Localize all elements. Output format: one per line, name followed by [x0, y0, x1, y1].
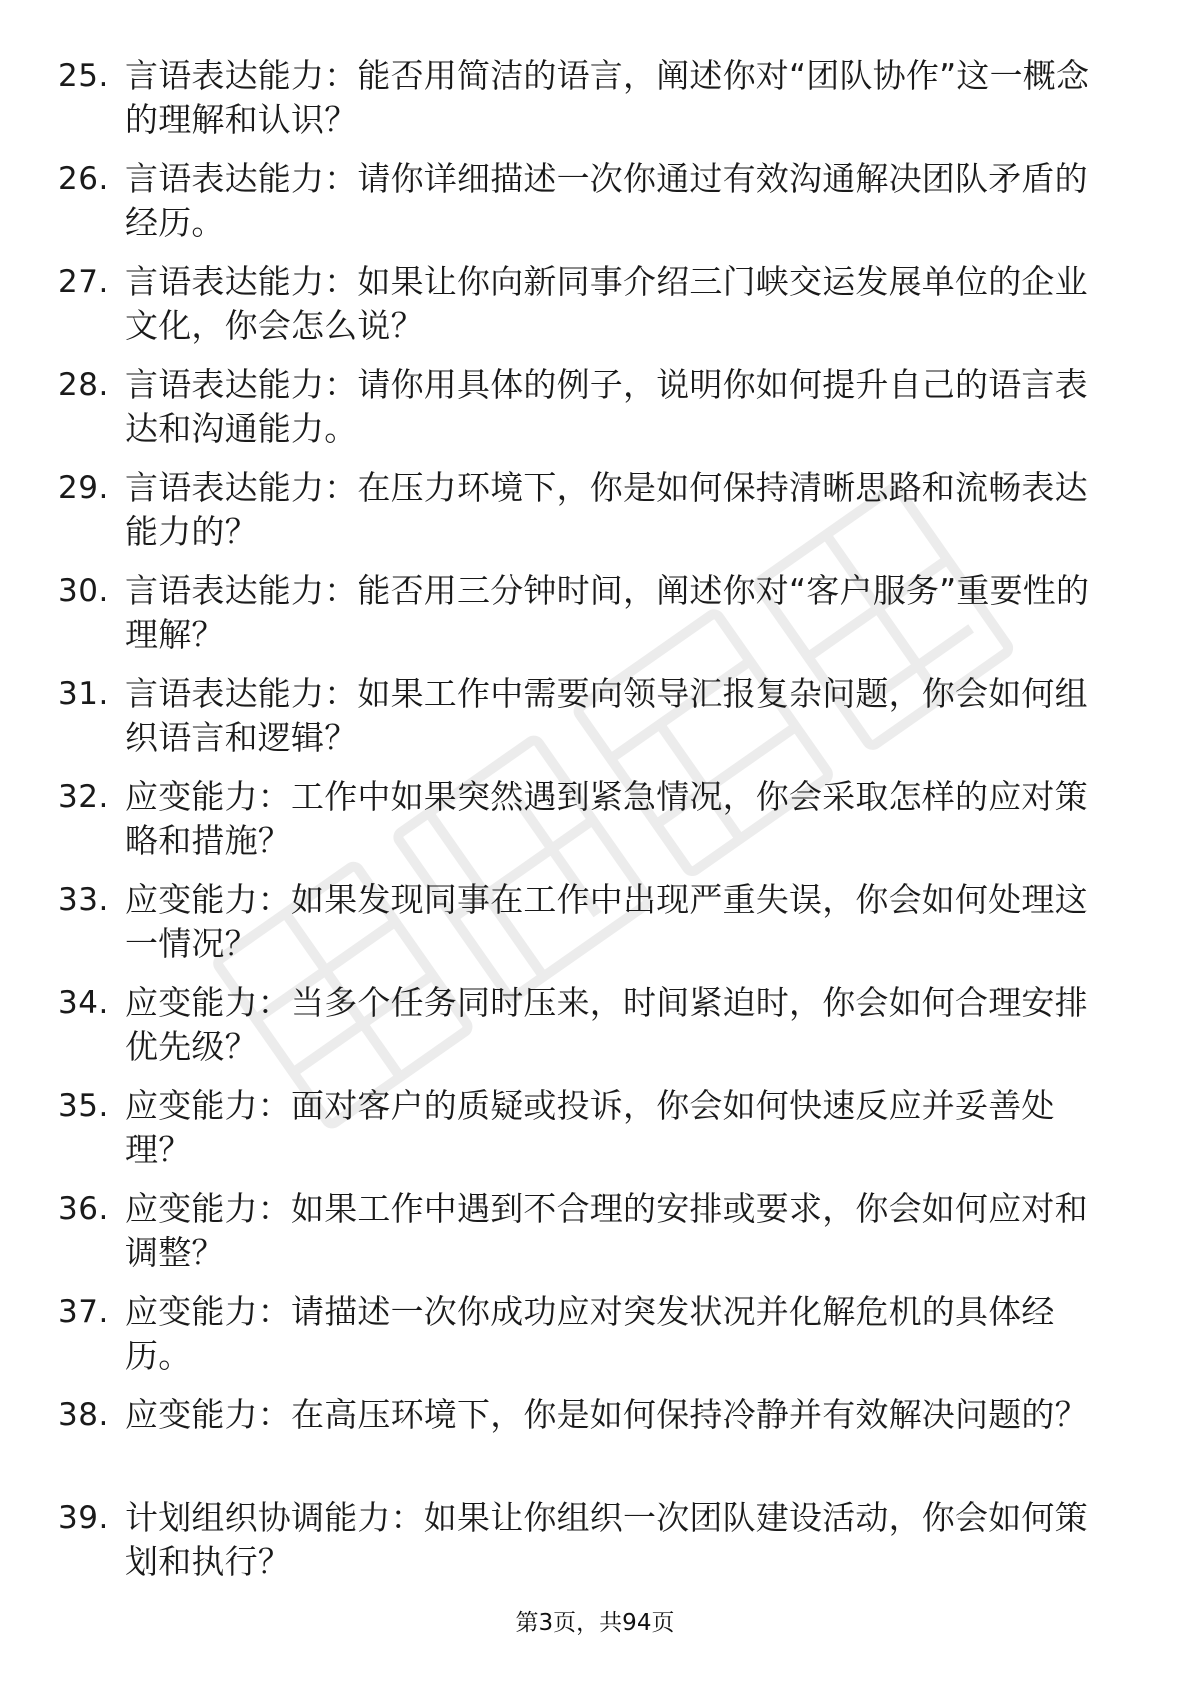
question-number: 32.: [58, 779, 109, 815]
question-item-29: [0, 460, 1190, 563]
question-item-27: [0, 254, 1190, 357]
question-text: 言语表达能力：在压力环境下，你是如何保持清晰思路和流畅表达能力的？: [125, 468, 1088, 551]
question-number: 25.: [58, 58, 109, 94]
question-item-37: [0, 1284, 1190, 1387]
question-number: 38.: [58, 1397, 109, 1433]
question-item-32: [0, 769, 1190, 872]
question-text: 言语表达能力：如果工作中需要向领导汇报复杂问题，你会如何组织语言和逻辑？: [125, 674, 1088, 757]
question-item-26: [0, 151, 1190, 254]
question-number: 36.: [58, 1191, 109, 1227]
question-item-36: [0, 1181, 1190, 1284]
page-footer: 第3页，共94页: [515, 1610, 675, 1636]
question-text: 言语表达能力：请你用具体的例子，说明你如何提升自己的语言表达和沟通能力。: [125, 365, 1088, 448]
question-text: 应变能力：如果发现同事在工作中出现严重失误，你会如何处理这一情况？: [125, 880, 1088, 963]
question-item-34: [0, 975, 1190, 1078]
question-text: 言语表达能力：请你详细描述一次你通过有效沟通解决团队矛盾的经历。: [125, 159, 1088, 242]
question-text: 应变能力：如果工作中遇到不合理的安排或要求，你会如何应对和调整？: [125, 1189, 1088, 1272]
question-item-30: [0, 563, 1190, 666]
question-number: 26.: [58, 161, 109, 197]
question-item-38: [0, 1387, 1190, 1490]
question-text: 应变能力：在高压环境下，你是如何保持冷静并有效解决问题的？: [125, 1395, 1088, 1434]
question-item-28: [0, 357, 1190, 460]
question-number: 33.: [58, 882, 109, 918]
question-number: 37.: [58, 1294, 109, 1330]
question-item-35: [0, 1078, 1190, 1181]
question-item-25: [0, 48, 1190, 151]
question-number: 39.: [58, 1500, 109, 1536]
question-text: 应变能力：当多个任务同时压来，时间紧迫时，你会如何合理安排优先级？: [125, 983, 1088, 1066]
question-list: [0, 48, 1190, 1593]
question-text: 应变能力：面对客户的质疑或投诉，你会如何快速反应并妥善处理？: [125, 1086, 1055, 1169]
question-number: 34.: [58, 985, 109, 1021]
question-text: 言语表达能力：能否用三分钟时间，阐述你对“客户服务”重要性的理解？: [125, 571, 1090, 654]
question-item-39: [0, 1490, 1190, 1593]
question-number: 35.: [58, 1088, 109, 1124]
question-number: 28.: [58, 367, 109, 403]
question-number: 29.: [58, 470, 109, 506]
question-number: 27.: [58, 264, 109, 300]
question-text: 计划组织协调能力：如果让你组织一次团队建设活动，你会如何策划和执行？: [125, 1498, 1088, 1581]
question-item-33: [0, 872, 1190, 975]
question-text: 应变能力：工作中如果突然遇到紧急情况，你会采取怎样的应对策略和措施？: [125, 777, 1088, 860]
question-number: 31.: [58, 676, 109, 712]
question-text: 应变能力：请描述一次你成功应对突发状况并化解危机的具体经历。: [125, 1292, 1055, 1375]
question-item-31: [0, 666, 1190, 769]
question-text: 言语表达能力：如果让你向新同事介绍三门峡交运发展单位的企业文化，你会怎么说？: [125, 262, 1088, 345]
question-text: 言语表达能力：能否用简洁的语言，阐述你对“团队协作”这一概念的理解和认识？: [125, 56, 1090, 139]
question-number: 30.: [58, 573, 109, 609]
